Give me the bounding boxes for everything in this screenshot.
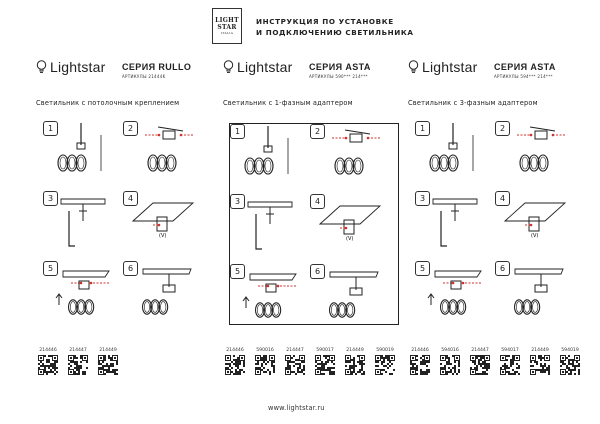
- article-number: 214449: [99, 348, 117, 353]
- install-step: [43, 121, 121, 181]
- install-step: [415, 261, 493, 321]
- article-number: 594017: [501, 348, 519, 353]
- svg-text:(V): (V): [159, 233, 167, 239]
- install-step: [310, 124, 388, 184]
- install-step: [230, 264, 308, 324]
- qr-code-icon: [225, 355, 245, 375]
- svg-text:(V): (V): [531, 233, 539, 239]
- article-code-item[interactable]: [498, 348, 522, 375]
- step-number: 3: [415, 191, 430, 206]
- article-code-item[interactable]: [66, 348, 90, 375]
- install-step: [123, 121, 201, 181]
- article-number: 214447: [69, 348, 87, 353]
- qr-code-icon: [560, 355, 580, 375]
- article-code-item[interactable]: [528, 348, 552, 375]
- qr-code-icon: [68, 355, 88, 375]
- qr-code-icon: [410, 355, 430, 375]
- article-code-item[interactable]: [408, 348, 432, 375]
- series-title: СЕРИЯ RULLO: [122, 62, 192, 72]
- website-link[interactable]: www.lightstar.ru: [268, 404, 325, 412]
- install-step: [230, 124, 308, 184]
- article-code-item[interactable]: [313, 348, 337, 375]
- qr-code-icon: [98, 355, 118, 375]
- svg-text:(V): (V): [346, 236, 354, 242]
- article-code-item[interactable]: [223, 348, 247, 375]
- article-number: 594016: [441, 348, 459, 353]
- document-title: [256, 16, 414, 38]
- install-step: [495, 121, 573, 181]
- article-code-item[interactable]: [36, 348, 60, 375]
- article-number: 214446: [411, 348, 429, 353]
- install-step: [43, 191, 121, 251]
- article-codes: [36, 348, 120, 375]
- article-code-item[interactable]: [558, 348, 582, 375]
- series-title: СЕРИЯ ASTA: [494, 62, 556, 72]
- articles-label: АРТИКУЛЫ 21444K: [122, 74, 166, 79]
- column-subtitle: Светильник с 1-фазным адаптером: [223, 99, 353, 107]
- qr-code-icon: [530, 355, 550, 375]
- logo-line-1: LIGHT: [215, 17, 239, 24]
- install-step: [123, 261, 201, 321]
- install-step: [415, 121, 493, 181]
- instruction-column: [223, 55, 403, 355]
- article-code-item[interactable]: [283, 348, 307, 375]
- steps-panel: [43, 121, 213, 326]
- brand-logo: [36, 59, 106, 75]
- brand-name: Lightstar: [422, 59, 478, 75]
- title-line-1: ИНСТРУКЦИЯ ПО УСТАНОВКЕ: [256, 17, 394, 26]
- install-step: [43, 261, 121, 321]
- step-number: 3: [43, 191, 58, 206]
- step-number: 1: [415, 121, 430, 136]
- bulb-icon: [36, 60, 47, 74]
- install-step: [415, 191, 493, 251]
- step-number: 1: [43, 121, 58, 136]
- article-code-item[interactable]: [468, 348, 492, 375]
- article-number: 214447: [471, 348, 489, 353]
- article-number: 214447: [286, 348, 304, 353]
- article-number: 214446: [39, 348, 57, 353]
- qr-code-icon: [285, 355, 305, 375]
- step-number: 6: [495, 261, 510, 276]
- brand-logo: [408, 59, 478, 75]
- article-code-item[interactable]: [96, 348, 120, 375]
- article-number: 590016: [256, 348, 274, 353]
- article-number: 590019: [376, 348, 394, 353]
- qr-code-icon: [255, 355, 275, 375]
- step-number: 5: [230, 264, 245, 279]
- article-code-item[interactable]: [253, 348, 277, 375]
- articles-label: АРТИКУЛЫ 590*** 214***: [309, 74, 368, 79]
- article-codes: [408, 348, 582, 375]
- instruction-column: [36, 55, 216, 355]
- article-code-item[interactable]: [438, 348, 462, 375]
- column-subtitle: Светильник с 3-фазным адаптером: [408, 99, 538, 107]
- install-step: [230, 194, 308, 254]
- series-title: СЕРИЯ ASTA: [309, 62, 371, 72]
- lightstar-italia-logo: [212, 8, 242, 44]
- install-step: [310, 264, 388, 324]
- articles-label: АРТИКУЛЫ 594*** 214***: [494, 74, 553, 79]
- brand-logo: [223, 59, 293, 75]
- step-number: 2: [310, 124, 325, 139]
- steps-panel: [229, 123, 399, 325]
- qr-code-icon: [500, 355, 520, 375]
- brand-name: Lightstar: [237, 59, 293, 75]
- step-number: 4: [495, 191, 510, 206]
- step-number: 4: [123, 191, 138, 206]
- step-number: 2: [495, 121, 510, 136]
- column-subtitle: Светильник с потолочным креплением: [36, 99, 180, 107]
- article-codes: [223, 348, 397, 375]
- qr-code-icon: [345, 355, 365, 375]
- logo-line-2: STAR: [217, 24, 237, 31]
- step-number: 4: [310, 194, 325, 209]
- qr-code-icon: [440, 355, 460, 375]
- step-number: 3: [230, 194, 245, 209]
- qr-code-icon: [470, 355, 490, 375]
- article-number: 594019: [561, 348, 579, 353]
- qr-code-icon: [375, 355, 395, 375]
- install-step: [123, 191, 201, 251]
- step-number: 6: [310, 264, 325, 279]
- step-number: 1: [230, 124, 245, 139]
- install-step: [495, 191, 573, 251]
- steps-panel: [415, 121, 585, 326]
- instruction-column: [408, 55, 588, 355]
- step-number: 5: [415, 261, 430, 276]
- article-code-item[interactable]: [343, 348, 367, 375]
- install-step: [310, 194, 388, 254]
- logo-line-3: ITALIA: [220, 31, 234, 35]
- title-line-2: И ПОДКЛЮЧЕНИЮ СВЕТИЛЬНИКА: [256, 28, 414, 37]
- install-step: [495, 261, 573, 321]
- article-number: 214449: [346, 348, 364, 353]
- qr-code-icon: [38, 355, 58, 375]
- bulb-icon: [223, 60, 234, 74]
- bulb-icon: [408, 60, 419, 74]
- article-number: 214449: [531, 348, 549, 353]
- brand-name: Lightstar: [50, 59, 106, 75]
- step-number: 6: [123, 261, 138, 276]
- step-number: 2: [123, 121, 138, 136]
- article-number: 590017: [316, 348, 334, 353]
- article-number: 214446: [226, 348, 244, 353]
- article-code-item[interactable]: [373, 348, 397, 375]
- step-number: 5: [43, 261, 58, 276]
- qr-code-icon: [315, 355, 335, 375]
